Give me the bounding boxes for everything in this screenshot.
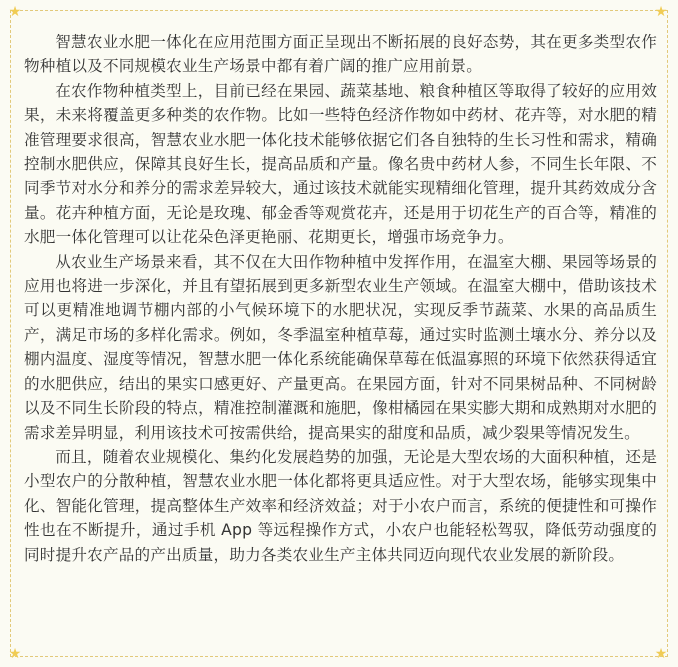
- star-icon: ★: [8, 4, 22, 20]
- article-body: [24, 30, 657, 567]
- paragraph-1: 智慧农业水肥一体化在应用范围方面正呈现出不断拓展的良好态势，其在更多类型农作物种植以及不同规模农业生产场景中都有着广阔的推广应用前景。: [24, 33, 657, 76]
- star-icon: ★: [654, 646, 668, 662]
- star-icon: ★: [654, 4, 668, 20]
- paragraph-2: 在农作物种植类型上，目前已经在果园、蔬菜基地、粮食种植区等取得了较好的应用效果，未来将覆盖更多种类的农作物。比如一些特色经济作物如中药材、花卉等，对水肥的精准管理要求很高，智慧农业水肥一体化技术能够依据它们各自独特的生长习性和需求，精确控制水肥供应，保障其良好生长，提高品质和产量。像名贵中药材人参，不同生长年限、不同季节对水分和养分的需求差异较大，通过该技术就能实现精细化管理，提升其药效成分含量。花卉种植方面，无论是玫瑰、郁金香等观赏花卉，还是用于切花生产的百合等，精准的水肥一体化管理可以让花朵色泽更艳丽、花期更长，增强市场竞争力。: [24, 81, 657, 247]
- star-icon: ★: [8, 646, 22, 662]
- paragraph-3: 从农业生产场景来看，其不仅在大田作物种植中发挥作用，在温室大棚、果园等场景的应用也将进一步深化，并且有望拓展到更多新型农业生产领域。在温室大棚中，借助该技术可以更精准地调节棚内部的小气候环境下的水肥状况，实现反季节蔬菜、水果的高品质生产，满足市场的多样化需求。例如，冬季温室种植草莓，通过实时监测土壤水分、养分以及棚内温度、湿度等情况，智慧水肥一体化系统能确保草莓在低温寡照的环境下依然获得适宜的水肥供应，结出的果实口感更好、产量更高。在果园方面，针对不同果树品种、不同树龄以及不同生长阶段的特点，精准控制灌溉和施肥，像柑橘园在果实膨大期和成熟期对水肥的需求差异明显，利用该技术可按需供给，提高果实的甜度和品质，减少裂果等情况发生。: [24, 252, 657, 442]
- paragraph-4: 而且，随着农业规模化、集约化发展趋势的加强，无论是大型农场的大面积种植，还是小型农户的分散种植，智慧农业水肥一体化都将更具适应性。对于大型农场，能够实现集中化、智能化管理，提高整体生产效率和经济效益；对于小农户而言，系统的便捷性和可操作性也在不断提升，通过手机 App 等远程操作方式，小农户也能轻松驾驭，降低劳动强度的同时提升农产品的产出质量，助力各类农业生产主体共同迈向现代农业发展的新阶段。: [24, 447, 657, 564]
